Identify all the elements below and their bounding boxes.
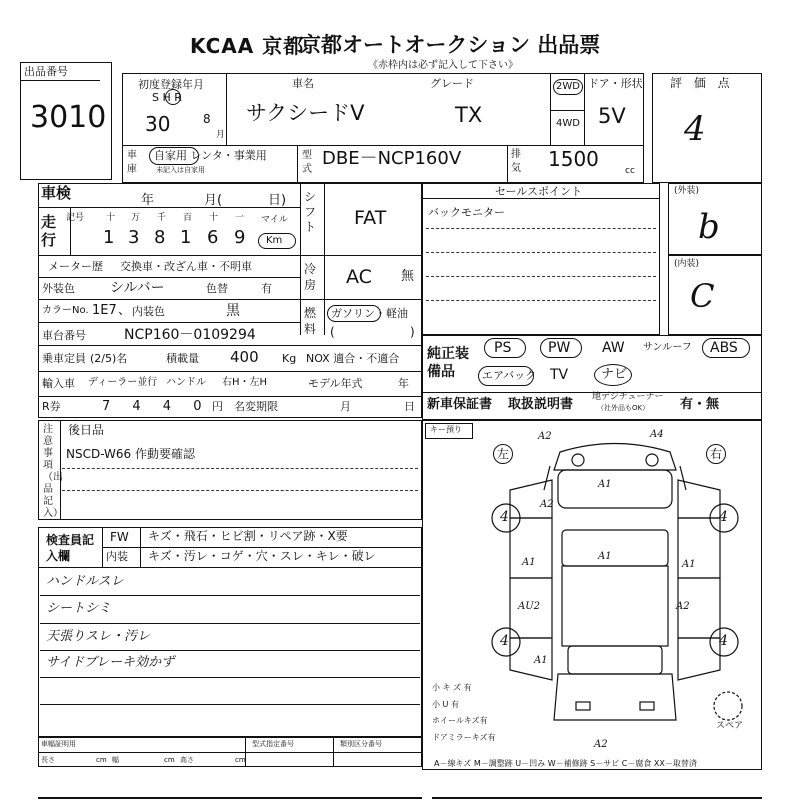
load-value: 400 — [230, 348, 259, 366]
mileage-mile: マイル — [261, 215, 288, 225]
cc-unit: cc — [625, 166, 635, 176]
mileage-hundred: 百 — [183, 213, 193, 223]
shift-value: FAT — [354, 207, 387, 229]
wheel-mark: 4 — [719, 509, 728, 525]
width-label: 幅 — [112, 756, 119, 764]
grade-label: グレード — [430, 77, 474, 90]
damage-mark: A4 — [650, 429, 664, 440]
recycle-unit: 円 — [212, 400, 223, 413]
model-year-unit: 年 — [398, 377, 409, 390]
roof-outline — [562, 566, 668, 646]
inspection-month-unit: 月( — [204, 193, 223, 208]
registration-month: 8 — [203, 112, 211, 126]
mileage-ten-k: 万 — [131, 213, 141, 223]
displacement-label: 排気 — [511, 149, 521, 174]
displacement: 1500 — [548, 147, 599, 171]
remark: 天張りスレ・汚レ — [46, 629, 151, 644]
spare-wheel — [714, 692, 742, 720]
mileage-code-label: 記号 — [66, 213, 85, 223]
form-title: 京都オートオークション 出品票 — [300, 33, 601, 57]
digital-tuner-value: 有・無 — [680, 397, 720, 412]
lot-number: 3010 — [30, 100, 107, 135]
first-registration-label: 初度登録年月 — [138, 78, 204, 91]
damage-mark: AU2 — [518, 601, 541, 612]
2wd-label: 2WD — [556, 81, 580, 92]
rear-lamp-right — [640, 702, 654, 710]
mileage-label: 走行 — [41, 213, 57, 249]
car-name: サクシードV — [246, 101, 365, 125]
mileage-unit: Km — [266, 235, 283, 246]
repaint-label: 色替 — [206, 282, 228, 295]
inspection-year-unit: 年 — [141, 193, 155, 208]
damage-mark: A1 — [682, 559, 696, 570]
color-no: 1E7 — [92, 303, 117, 318]
meter-history-label: メーター歴 — [48, 260, 103, 273]
wheel-mark: 4 — [719, 633, 728, 649]
handle-value: 右H・左H — [222, 377, 268, 388]
import-type: ディーラー並行 — [88, 377, 158, 388]
fw-label: FW — [110, 530, 129, 544]
door-shape-label: ドア・形状 — [588, 77, 643, 90]
key-deposit-label: キー預り — [430, 425, 462, 434]
mileage-digit: 9 — [234, 227, 246, 248]
registration-month-unit: 月 — [216, 130, 226, 140]
mileage-thousand: 千 — [157, 213, 167, 223]
rear-lamp-left — [576, 702, 590, 710]
car-name-label: 車名 — [292, 77, 314, 90]
usage-note: 未記入は自家用 — [156, 166, 205, 174]
inspection-day-unit: 日) — [268, 193, 287, 208]
legend-item: ホイールキズ有 — [432, 716, 488, 725]
exterior-color: シルバー — [110, 280, 165, 296]
4wd-label: 4WD — [556, 118, 580, 129]
recycle-digits: 7 4 4 0 — [102, 399, 211, 414]
load-label: 積載量 — [166, 352, 199, 365]
right-label: 右 — [710, 447, 723, 461]
damage-mark: A1 — [534, 655, 548, 666]
meter-history-options: 交換車・改ざん車・不明車 — [120, 260, 252, 273]
damage-mark: A2 — [594, 739, 608, 750]
capacity-value: (2/5)名 — [90, 352, 128, 365]
damage-mark: A1 — [598, 551, 612, 562]
name-change-month: 月 — [340, 400, 351, 413]
hood-outline — [558, 470, 672, 508]
form-subtitle: 《赤枠内は必ず記入して下さい》 — [368, 60, 518, 71]
damage-legend: A－線キズ M－調整跡 U－凹み W－補修跡 S－サビ C－腐食 XX－取替済 — [434, 759, 697, 768]
fuel-paren-close: ) — [410, 325, 415, 339]
equip-navi: ナビ — [601, 367, 628, 382]
import-label: 輸入車 — [42, 377, 75, 390]
fuel-value: ガソリン・軽油 — [331, 307, 408, 320]
manual-label: 取扱説明書 — [508, 397, 574, 412]
wheel-mark: 4 — [500, 633, 509, 649]
era-circle — [165, 89, 181, 105]
interior-color: 黒 — [226, 303, 240, 319]
after-item: NSCD-W66 作動要確認 — [66, 447, 196, 461]
color-no-separator: 、 — [118, 303, 132, 318]
recycle-label: R券 — [42, 400, 61, 413]
auction-logo: KCAA 京都 — [190, 34, 305, 58]
name-change-day: 日 — [404, 400, 415, 413]
mileage-digit: 1 — [180, 227, 192, 248]
equipment-label: 純正装備品 — [427, 346, 469, 380]
equip-sunroof: サンルーフ — [643, 342, 692, 353]
door-shape: 5V — [598, 104, 626, 128]
damage-mark: A2 — [540, 499, 554, 510]
width-cm: cm — [164, 756, 175, 764]
handle-label: ハンドル — [166, 377, 206, 388]
shift-label: シフト — [304, 190, 317, 234]
score-label: 評 価 点 — [670, 76, 734, 90]
capacity-label: 乗車定員 — [42, 352, 86, 365]
aircon-label: 冷房 — [304, 262, 317, 292]
exterior-color-label: 外装色 — [42, 282, 75, 295]
mileage-digit: 3 — [128, 227, 140, 248]
remark: シートシミ — [46, 601, 112, 616]
fuel-paren-open: ( — [330, 325, 335, 339]
notes-label: 注意事項（出品記入） — [43, 424, 63, 519]
mileage-digit: 6 — [207, 227, 219, 248]
equip-ps: PS — [494, 340, 512, 356]
equip-aw: AW — [602, 340, 625, 356]
mileage-ten: 十 — [209, 213, 219, 223]
name-change-label: 名変期限 — [234, 400, 278, 413]
right-rear-fender-outline — [678, 638, 720, 680]
dimensions-label: 車幅証明用 — [41, 740, 76, 748]
spare-label: スペア — [716, 721, 744, 731]
warranty-label: 新車保証書 — [427, 397, 493, 412]
sales-point-item: バックモニター — [428, 206, 505, 219]
right-front-fender-outline — [678, 480, 720, 518]
digital-tuner-label: 地デジチューナー — [592, 392, 664, 402]
mileage-digit: 1 — [103, 227, 115, 248]
interior-color-label: 内装色 — [132, 305, 165, 318]
category-label: 類別区分番号 — [340, 740, 382, 748]
length-label: 長さ — [41, 756, 55, 764]
interior-check-label: 内装 — [106, 550, 128, 563]
equip-airbag: エアバック — [482, 369, 537, 382]
usage-types: 自家用 レンタ・事業用 — [154, 149, 267, 162]
headlamp-left — [572, 454, 584, 466]
mileage-digit: 8 — [154, 227, 166, 248]
color-no-label: カラーNo. — [42, 305, 89, 316]
aircon-value: AC — [346, 266, 372, 288]
era-options: S H R — [152, 91, 182, 104]
windshield-outline — [562, 530, 668, 566]
interior-grade-label: (内装) — [674, 259, 700, 269]
chassis-number: NCP160－0109294 — [124, 327, 256, 343]
legend-item: ドアミラーキズ有 — [432, 733, 496, 742]
rear-outline — [554, 674, 676, 720]
headlamp-right — [646, 454, 658, 466]
rear-window-outline — [568, 646, 662, 674]
left-label: 左 — [497, 447, 510, 461]
legend-item: 小 U 有 — [432, 700, 459, 709]
equip-tv: TV — [550, 367, 569, 383]
remark: サイドブレーキ効かず — [46, 655, 175, 670]
model-year-label: モデル年式 — [308, 377, 363, 390]
inspector-label: 検査員記入欄 — [46, 533, 95, 563]
wheel-mark: 4 — [500, 509, 509, 525]
legend-item: 小 キ ズ 有 — [432, 683, 472, 692]
height-cm: cm — [235, 756, 246, 764]
damage-mark: A2 — [538, 431, 552, 442]
damage-mark: A2 — [676, 601, 690, 612]
model-code: DBE－NCP160V — [322, 148, 462, 169]
grade: TX — [455, 103, 483, 127]
mileage-one: 一 — [235, 213, 245, 223]
interior-check-options: キズ・汚レ・コゲ・穴・スレ・キレ・破レ — [148, 549, 376, 563]
height-label: 高さ — [180, 756, 194, 764]
repaint-value: 有 — [261, 282, 272, 295]
equip-pw: PW — [548, 340, 571, 356]
exterior-grade: b — [698, 207, 720, 247]
score-value: 4 — [684, 109, 706, 149]
model-side-label: 型式 — [302, 150, 312, 175]
aircon-none: 無 — [401, 269, 415, 284]
inspection-label: 車検 — [41, 184, 72, 202]
after-item-label: 後日品 — [68, 423, 105, 437]
nox-label: NOX 適合・不適合 — [306, 352, 400, 365]
lot-number-label: 出品番号 — [24, 65, 68, 78]
exterior-grade-label: (外装) — [674, 186, 700, 196]
fw-options: キズ・飛石・ヒビ割・リペア跡・X要 — [148, 529, 348, 543]
car-damage-diagram — [480, 430, 750, 750]
usage-side-label: 車庫 — [127, 150, 137, 175]
damage-mark: A1 — [598, 479, 612, 490]
equip-abs: ABS — [710, 340, 738, 356]
digital-tuner-note: （社外品もOK） — [597, 404, 650, 412]
damage-mark: A1 — [522, 557, 536, 568]
mileage-hundred-k: 十 — [106, 213, 116, 223]
registration-year: 30 — [145, 112, 171, 136]
length-cm: cm — [96, 756, 107, 764]
sales-points-label: セールスポイント — [495, 185, 583, 198]
designation-label: 型式指定番号 — [252, 740, 294, 748]
chassis-label: 車台番号 — [42, 329, 86, 342]
remark: ハンドルスレ — [46, 574, 124, 589]
interior-grade: C — [690, 277, 715, 315]
load-unit: Kg — [282, 352, 297, 365]
fuel-label: 燃料 — [304, 306, 317, 336]
